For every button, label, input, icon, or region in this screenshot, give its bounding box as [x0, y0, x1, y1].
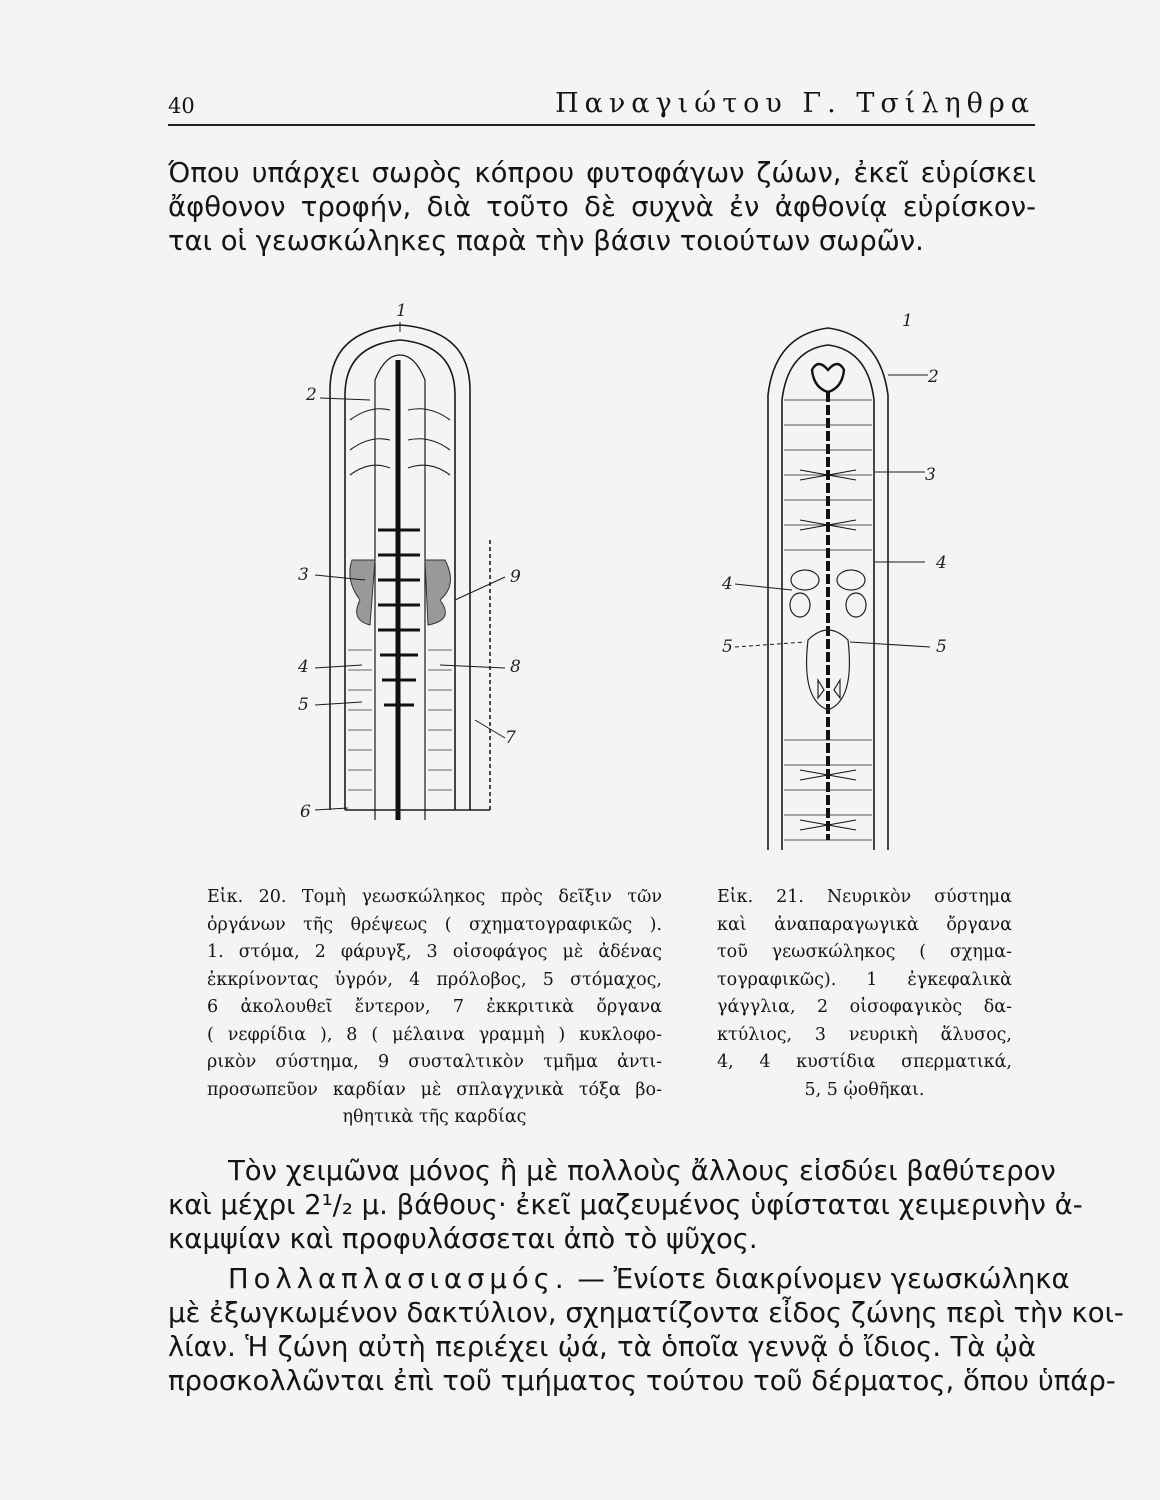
fig20-label: 4	[298, 657, 309, 677]
text-line: λίαν. Ἡ ζώνη αὐτὴ περιέχει ᾠά, τὰ ὁποῖα γεννᾷ ὁ ἴδιος. Τὰ ᾠὰ	[168, 1331, 1036, 1363]
fig20-label: 1	[396, 301, 407, 321]
caption-line: 4, 4 κυστίδια σπερματικά,	[717, 1052, 1012, 1072]
winter-paragraph	[168, 1154, 1083, 1256]
text-line: Όπου υπάρχει σωρὸς κόπρου φυτοφάγων ζώων, ἐκεῖ εὑρίσκει	[168, 157, 1036, 189]
caption-line: ( νεφρίδια ), 8 ( μέλαινα γραμμὴ ) κυκλοφο-	[207, 1024, 662, 1045]
fig20-label: 3	[298, 565, 309, 585]
text-fragment: Ἐνίοτε διακρίνομεν γεωσκώληκα	[613, 1263, 1070, 1295]
figure-21-caption	[717, 884, 1012, 1104]
caption-line: γάγγλια, 2 οἰσοφαγικὸς δα-	[717, 997, 1012, 1017]
fig21-label: 5	[936, 637, 947, 657]
fig20-label: 6	[300, 802, 311, 822]
fig20-label: 2	[306, 385, 317, 405]
figure-21	[700, 300, 960, 860]
fig21-label: 2	[928, 367, 939, 387]
figure-21-drawing	[700, 300, 960, 860]
caption-line: ηθητικὰ τῆς καρδίας	[342, 1107, 527, 1127]
text-line: ται οἱ γεωσκώληκες παρὰ τὴν βάσιν τοιούτων σωρῶν.	[168, 225, 924, 257]
fig21-label: 5	[722, 637, 733, 657]
caption-line: Εἰκ. 20. Τομὴ γεωσκώληκος πρὸς δεῖξιν τῶν	[207, 887, 662, 907]
section-heading: Πολλαπλασιασμός.	[228, 1263, 569, 1295]
reproduction-paragraph	[168, 1262, 1124, 1398]
page-number: 40	[168, 94, 195, 118]
caption-line: προσωπεῦον καρδίαν μὲ σπλαγχνικὰ τόξα βο-	[207, 1079, 662, 1100]
caption-line: τογραφικῶς). 1 ἐγκεφαλικὰ	[717, 969, 1012, 990]
em-dash: —	[577, 1263, 605, 1295]
intro-paragraph	[168, 156, 1036, 258]
fig21-label: 3	[925, 465, 936, 485]
fig21-label: 4	[936, 553, 947, 573]
section-first-line	[168, 1262, 1070, 1296]
caption-line: 5, 5 ᾠοθῆκαι.	[804, 1079, 925, 1100]
running-title: Παναγιώτου Γ. Τσίληθρα	[555, 88, 1035, 119]
fig20-label: 5	[298, 695, 309, 715]
fig20-label: 9	[510, 567, 521, 587]
fig20-label: 8	[510, 657, 521, 677]
caption-line: καὶ ἀναπαραγωγικὰ ὄργανα	[717, 914, 1012, 935]
text-line: καὶ μέχρι 2¹/₂ μ. βάθους· ἐκεῖ μαζευμένος ὑφίσταται χειμερινὴν ἀ-	[168, 1189, 1083, 1221]
caption-line: κτύλιος, 3 νευρικὴ ἅλυσος,	[717, 1024, 1012, 1045]
header-rule	[168, 124, 1035, 126]
text-line: καμψίαν καὶ προφυλάσσεται ἀπὸ τὸ ψῦχος.	[168, 1223, 758, 1255]
fig20-label: 7	[505, 728, 516, 748]
caption-line: 1. στόμα, 2 φάρυγξ, 3 οἰσοφάγος μὲ ἀδένας	[207, 942, 662, 962]
figure-20	[290, 300, 550, 860]
fig21-label: 4	[722, 574, 733, 594]
text-line: μὲ ἐξωγκωμένον δακτύλιον, σχηματίζοντα εἶδος ζώνης περὶ τὴν κοι-	[168, 1297, 1124, 1329]
caption-line: ἐκκρίνοντας ὑγρόν, 4 πρόλοβος, 5 στόμαχος,	[207, 969, 662, 990]
figure-20-caption	[207, 884, 662, 1132]
caption-line: τοῦ γεωσκώληκος ( σχημα-	[717, 942, 1012, 962]
text-line: προσκολλῶνται ἐπὶ τοῦ τμήματος τούτου τοῦ δέρματος, ὅπου ὑπάρ-	[168, 1365, 1116, 1397]
caption-line: Εἰκ. 21. Νευρικὸν σύστημα	[717, 887, 1012, 907]
caption-line: ὀργάνων τῆς θρέψεως ( σχηματογραφικῶς ).	[207, 914, 662, 935]
caption-line: 6 ἀκολουθεῖ ἔντερον, 7 ἐκκριτικὰ ὄργανα	[207, 997, 662, 1017]
caption-line: ρικὸν σύστημα, 9 συσταλτικὸν τμῆμα ἀντι-	[207, 1052, 662, 1072]
text-line: ἄφθονον τροφήν, διὰ τοῦτο δὲ συχνὰ ἐν ἀφθονίᾳ εὑρίσκον-	[168, 191, 1036, 223]
text-line: Τὸν χειμῶνα μόνος ἢ μὲ πολλοὺς ἄλλους εἰσδύει βαθύτερον	[228, 1155, 1056, 1187]
figure-20-drawing	[290, 300, 550, 860]
fig21-label: 1	[902, 311, 913, 331]
